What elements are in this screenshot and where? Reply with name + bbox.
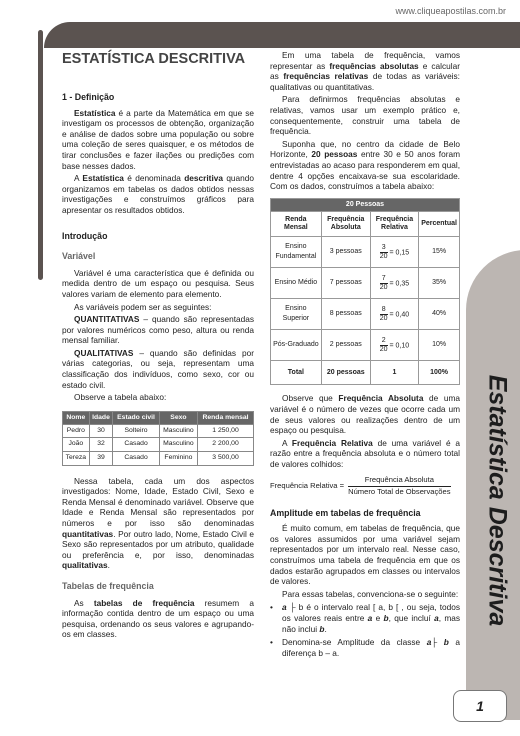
frequency-table-caption: 20 Pessoas: [271, 198, 460, 212]
relative-frequency-formula: Frequência Relativa = Frequência Absoluta Número Total de Observações: [270, 475, 451, 497]
relative-frequency-paragraph: A Frequência Relativa de uma variável é a razão entre a frequência absoluta e o número total de valores colhidos:: [270, 437, 460, 469]
table-row: Tereza 39 Casado Feminino 3 500,00: [63, 452, 254, 466]
table-total-row: Total 20 pessoas 1 100%: [271, 361, 460, 385]
table-header: Estado civil: [113, 411, 159, 424]
table-header: Sexo: [159, 411, 197, 424]
table-header: Frequência Relativa: [370, 212, 418, 237]
table-row: João 32 Casado Masculino 2 200,00: [63, 438, 254, 452]
table-header: Frequência Absoluta: [321, 212, 370, 237]
introduction-heading: Introdução: [62, 230, 108, 241]
example-intro-paragraph: Para definirmos frequências absolutas e relativas, vamos usar um exemplo prático e, consequentemente, construir uma tabela de frequência.: [270, 94, 460, 137]
sidebar-title: Estatística Descritiva: [483, 374, 512, 626]
convention-intro: Para essas tabelas, convenciona-se o seguinte:: [282, 588, 459, 599]
amplitude-paragraph: É muito comum, em tabelas de frequência, que os valores assumidos por uma variável sejam representados por um intervalo real. Nesse caso, construímos uma tabela de frequência em que os dados estarão agrupados em classes ou intervalos de valores.: [270, 523, 460, 587]
page-title: ESTATÍSTICA DESCRITIVA: [62, 51, 246, 67]
example-setup-paragraph: Suponha que, no centro da cidade de Belo Horizonte, 20 pessoas entre 30 e 50 anos foram entrevistadas ao acaso para responderem em qual, dentre 4 opções encaixava-se sua escolaridade. Com os dados, construímos a tabela abaixo:: [270, 138, 461, 192]
table-header: Nome: [63, 411, 90, 424]
descriptive-paragraph: A Estatística é denominada descritiva quando organizamos em tabelas os dados obtidos nessas investigações e construímos gráficos para apresentar os resultados obtidos.: [62, 173, 255, 215]
table-row: Pós-Graduado 2 pessoas $\frac{2}{20}$ = 0,10 10%: [271, 330, 460, 361]
right-column: [270, 50, 460, 661]
frequency-tables-heading: Tabelas de frequência: [62, 580, 154, 591]
frequency-tables-paragraph: As tabelas de frequência resumem a informação contida dentro de um espaço ou uma pesquisa, ordenando os seus valores e agrupando-os em classes.: [62, 597, 254, 640]
header-band: [44, 22, 520, 48]
definition-heading: 1 - Definição: [62, 92, 115, 102]
table-header: Renda mensal: [198, 411, 254, 424]
table-row: Pedro 30 Solteiro Masculino 1 250,00: [63, 424, 254, 438]
frequency-intro-paragraph: Em uma tabela de frequência, vamos representar as frequências absolutas e calcular as frequências relativas de todas as variáveis: qualitativas ou quantitativas.: [270, 50, 460, 92]
table-row: Ensino Superior 8 pessoas $\frac{8}{20}$ = 0,40 40%: [271, 299, 460, 330]
variable-types-intro: As variáveis podem ser as seguintes:: [74, 301, 212, 312]
list-item: • a ├ b é o intervalo real [ a, b [ , ou seja, todos os valores reais entre a e b, que incluí a, mas não inclui b.: [270, 602, 460, 634]
fraction: $\frac{2}{20}$: [379, 336, 388, 353]
table-header: Renda Mensal: [271, 212, 322, 237]
definition-paragraph: Estatística é a parte da Matemática em que se investigam os processos de obtenção, organização e análise de dados sobre uma população ou sobre uma coleção de seres quaisquer, e os métodos de tirar conclusões e fazer ilações ou predições com base nesses dados.: [62, 107, 254, 171]
table-header: Idade: [89, 411, 113, 424]
variables-table: [62, 411, 254, 466]
variable-paragraph: Variável é uma característica que é definida ou medida dentro de um espaço ou pesquisa. Seus valores variam de elemento para elemento.: [62, 267, 254, 299]
variable-heading: Variável: [62, 251, 96, 262]
quantitative-paragraph: QUANTITATIVAS – quando são representadas por valores numéricos como peso, altura ou renda mensal familiar.: [62, 314, 254, 346]
fraction: $\frac{8}{20}$: [379, 305, 388, 322]
table-header: Percentual: [419, 212, 460, 237]
left-column: [62, 50, 254, 642]
frequency-table: [270, 198, 460, 386]
qualitative-paragraph: QUALITATIVAS – quando são definidas por várias categorias, ou seja, representam uma classificação dos indivíduos, como sexo, cor ou estado civil.: [62, 347, 254, 390]
fraction: $\frac{7}{20}$: [379, 274, 388, 291]
list-item: • Denomina-se Amplitude da classe a├ b a diferença b – a.: [270, 637, 460, 658]
table-row: Ensino Médio 7 pessoas $\frac{7}{20}$ = 0,35 35%: [271, 268, 460, 299]
fraction: $\frac{3}{20}$: [379, 243, 388, 260]
absolute-frequency-paragraph: Observe que Frequência Absoluta de uma variável é o número de vezes que ocorre cada um de seus valores ou realizações dentro de um espaço ou pesquisa.: [270, 393, 460, 436]
bullet-icon: •: [270, 602, 273, 613]
amplitude-heading: Amplitude em tabelas de frequência: [270, 507, 421, 518]
page-number: 1: [453, 690, 507, 722]
bullet-icon: •: [270, 637, 273, 648]
variables-explanation: Nessa tabela, cada um dos aspectos investigados: Nome, Idade, Estado Civil, Sexo e Renda Mensal é denominado variável. Observe que Idade e Renda Mensal são representados por números e por isso são denominadas quantitativas. Por outro lado, Nome, Estado Civil e Sexo são representados por um atributo, qualidade ou preferência e, por isso, denominadas qualitativas.: [62, 475, 254, 571]
site-url[interactable]: www.cliqueapostilas.com.br: [395, 6, 506, 16]
table-row: Ensino Fundamental 3 pessoas $\frac{3}{20}$ = 0,15 15%: [271, 237, 460, 268]
left-border-decoration: [38, 30, 43, 280]
table-intro: Observe a tabela abaixo:: [74, 392, 167, 403]
